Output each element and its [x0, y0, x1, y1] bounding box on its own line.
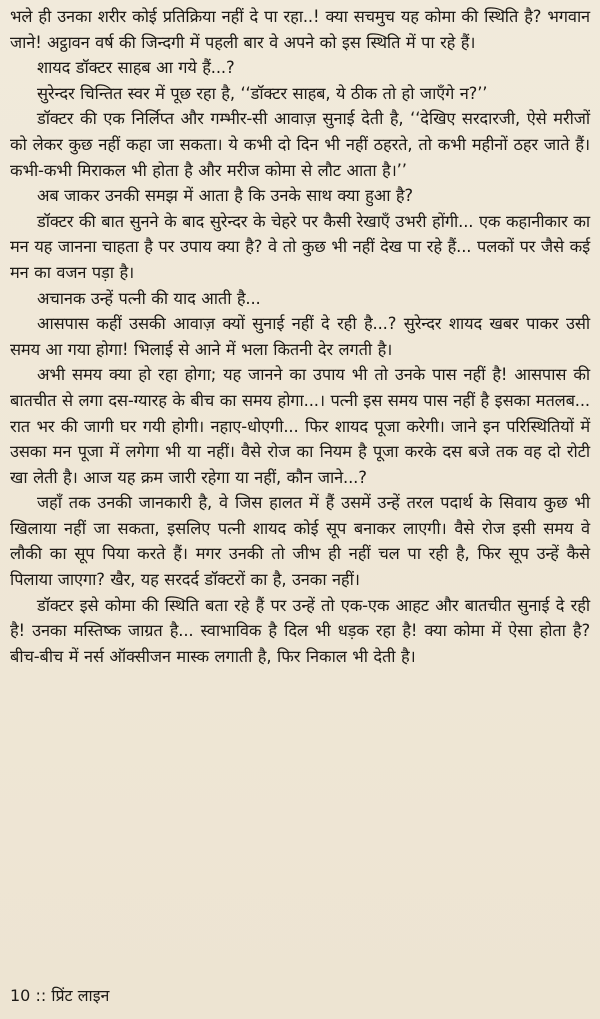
- paragraph: अभी समय क्या हो रहा होगा; यह जानने का उपाय भी तो उनके पास नहीं है! आसपास की बातचीत से लगा दस-ग्यारह के बीच का समय होगा...। पत्नी इस समय पास नहीं है इसका मतलब... रात भर की जागी घर गयी होगी। नहाए-धोएगी... फिर शायद पूजा करेगी। जाने इन परिस्थितियों में उसका मन पूजा में लगेगा भी या नहीं। वैसे रोज का नियम है पूजा करके दस बजे तक वह दो रोटी खा लेती है। आज यह क्रम जारी रहेगा या नहीं, कौन जाने...?: [10, 365, 590, 487]
- paragraph: डॉक्टर इसे कोमा की स्थिति बता रहे हैं पर उन्हें तो एक-एक आहट और बातचीत सुनाई दे रही है! उनका मस्तिष्क जाग्रत है... स्वाभाविक है दिल भी धड़क रहा है! क्या कोमा में ऐसा होता है? बीच-बीच में नर्स ऑक्सीजन मास्क लगाती है, फिर निकाल भी देती है।: [10, 595, 590, 666]
- paragraph: आसपास कहीं उसकी आवाज़ क्यों सुनाई नहीं दे रही है...? सुरेन्दर शायद खबर पाकर उसी समय आ गया होगा! भिलाई से आने में भला कितनी देर लगती है।: [10, 314, 590, 359]
- page-footer: 10 :: प्रिंट लाइन: [10, 986, 110, 1005]
- paragraph: डॉक्टर की बात सुनने के बाद सुरेन्दर के चेहरे पर कैसी रेखाएँ उभरी होंगी... एक कहानीकार का मन यह जानना चाहता है पर उपाय क्या है? वे तो कुछ भी नहीं देख पा रहे हैं... पलकों पर जैसे कई मन का वजन पड़ा है।: [10, 211, 590, 282]
- paragraph: डॉक्टर की एक निर्लिप्त और गम्भीर-सी आवाज़ सुनाई देती है, ‘‘देखिए सरदारजी, ऐसे मरीजों को लेकर कुछ नहीं कहा जा सकता। ये कभी दो दिन भी नहीं ठहरते, तो कभी महीनों ठहर जाते हैं। कभी-कभी मिराकल भी होता है और मरीज कोमा से लौट आता है।’’: [10, 109, 590, 180]
- paragraph: जहाँ तक उनकी जानकारी है, वे जिस हालत में हैं उसमें उन्हें तरल पदार्थ के सिवाय कुछ भी खिलाया नहीं जा सकता, इसलिए पत्नी शायद कोई सूप बनाकर लाएगी। वैसे रोज इसी समय वे लौकी का सूप पिया करते हैं। मगर उनकी तो जीभ ही नहीं चल पा रही है, फिर सूप उन्हें कैसे पिलाया जाएगा? खैर, यह सरदर्द डॉक्टरों का है, उनका नहीं।: [10, 493, 590, 590]
- paragraph: सुरेन्दर चिन्तित स्वर में पूछ रहा है, ‘‘डॉक्टर साहब, ये ठीक तो हो जाएँगे न?’’: [37, 83, 488, 103]
- paragraph: शायद डॉक्टर साहब आ गये हैं...?: [37, 58, 235, 78]
- paragraph: अब जाकर उनकी समझ में आता है कि उनके साथ क्या हुआ है?: [37, 186, 413, 206]
- body-text: [10, 4, 590, 669]
- paragraph: अचानक उन्हें पत्नी की याद आती है...: [37, 288, 261, 308]
- paragraph: भले ही उनका शरीर कोई प्रतिक्रिया नहीं दे पा रहा..! क्या सचमुच यह कोमा की स्थिति है? भगवान जाने! अट्ठावन वर्ष की जिन्दगी में पहली बार वे अपने को इस स्थिति में पा रहे हैं।: [10, 7, 590, 52]
